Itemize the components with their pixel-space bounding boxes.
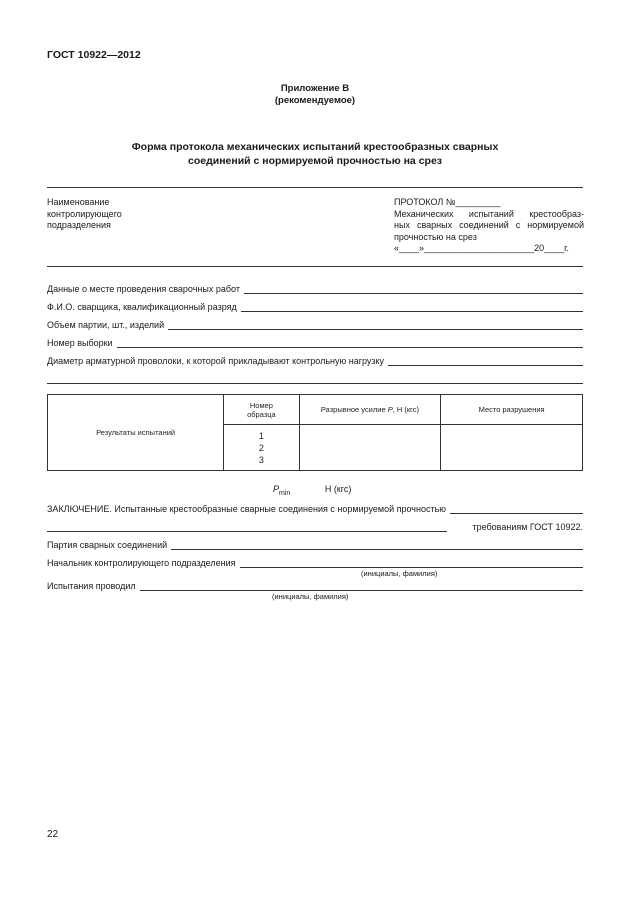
location-header: Место разрушения: [478, 405, 545, 414]
force-values-cell[interactable]: [299, 425, 441, 471]
sample-header-cell: [224, 395, 299, 425]
results-label: Результаты испытаний: [96, 428, 176, 437]
batch-input-line[interactable]: [171, 540, 583, 550]
place-label: Данные о месте проведения сварочных работ: [47, 284, 240, 294]
conclusion-requirements: требованиям ГОСТ 10922.: [472, 522, 583, 532]
location-values-cell[interactable]: [441, 425, 583, 471]
sample-no-input-line[interactable]: [117, 338, 583, 348]
pmin-line: [273, 484, 351, 497]
sample-number: 1: [258, 430, 264, 441]
welder-input-line[interactable]: [241, 302, 583, 312]
welder-label: Ф.И.О. сварщика, квалификационный разряд: [47, 302, 237, 312]
protocol-line-4: прочностью на срез: [394, 231, 477, 242]
force-header-prefix: Разрывное усилие: [320, 405, 388, 414]
org-line-1: Наименование: [47, 197, 110, 207]
sample-no-field[interactable]: [47, 336, 583, 348]
welder-field[interactable]: [47, 300, 583, 312]
conclusion-input-line[interactable]: [450, 504, 583, 514]
sample-header-line-1: Номер: [249, 400, 273, 410]
conclusion-input-line-2[interactable]: [47, 522, 447, 532]
head-label: Начальник контролирующего подразделения: [47, 558, 236, 568]
batch-volume-label: Объем партии, шт., изделий: [47, 320, 165, 330]
standard-header: ГОСТ 10922—2012: [47, 49, 141, 61]
sample-number: 2: [258, 442, 264, 453]
org-block: [47, 197, 197, 232]
wire-diameter-label: Диаметр арматурной проволоки, к которой прикладывают контрольную нагрузку: [47, 356, 385, 366]
batch-volume-field[interactable]: [47, 318, 583, 330]
pmin-unit: Н (кгс): [324, 484, 352, 494]
top-divider: [47, 187, 583, 188]
conclusion-text: ЗАКЛЮЧЕНИЕ. Испытанные крестообразные сварные соединения с нормируемой прочностью: [47, 504, 447, 514]
mid-divider: [47, 266, 583, 267]
appendix-heading: [0, 83, 630, 107]
wire-diameter-field[interactable]: [47, 354, 583, 366]
location-header-cell: [441, 395, 583, 425]
results-label-cell: [48, 395, 224, 471]
pmin-subscript: min: [279, 489, 291, 497]
protocol-number[interactable]: ПРОТОКОЛ №_________: [394, 197, 501, 207]
force-header-cell: [299, 395, 441, 425]
wire-diameter-input-line[interactable]: [388, 356, 583, 366]
head-signature-line[interactable]: [240, 558, 583, 568]
force-header-suffix: , Н (кгс): [392, 405, 419, 414]
batch-label: Партия сварных соединений: [47, 540, 168, 550]
org-line-3: подразделения: [47, 220, 111, 230]
head-caption: (инициалы, фамилия): [361, 569, 438, 578]
page-number: 22: [47, 829, 59, 840]
org-line-2: контролирующего: [47, 208, 122, 219]
appendix-note: (рекомендуемое): [274, 95, 356, 106]
results-table: [47, 394, 583, 471]
protocol-date[interactable]: «____»______________________20____г.: [394, 243, 569, 253]
protocol-line-2: Механических испытаний крестообраз-: [394, 208, 584, 219]
sample-header-line-2: образца: [247, 409, 276, 419]
tester-caption: (инициалы, фамилия): [272, 592, 349, 601]
conclusion-field[interactable]: [47, 502, 583, 514]
tester-field[interactable]: [47, 579, 583, 591]
extra-line: [47, 383, 583, 384]
pmin-symbol: P: [273, 484, 280, 494]
head-field[interactable]: [47, 556, 583, 568]
conclusion-field-2[interactable]: [47, 520, 583, 532]
appendix-title: Приложение В: [280, 83, 350, 94]
batch-field[interactable]: [47, 538, 583, 550]
form-title-line-1: Форма протокола механических испытаний крестообразных сварных: [131, 141, 499, 153]
tester-label: Испытания проводил: [47, 581, 136, 591]
place-input-line[interactable]: [244, 284, 583, 294]
protocol-line-3: ных сварных соединений с нормируемой: [394, 220, 584, 230]
tester-signature-line[interactable]: [140, 581, 583, 591]
place-field[interactable]: [47, 282, 583, 294]
sample-no-label: Номер выборки: [47, 338, 113, 348]
sample-numbers-cell: [224, 425, 299, 471]
protocol-block: [394, 197, 584, 255]
force-header-symbol: P: [387, 405, 393, 414]
batch-volume-input-line[interactable]: [168, 320, 583, 330]
form-title: [0, 140, 630, 168]
form-title-line-2: соединений с нормируемой прочностью на срез: [187, 155, 443, 167]
sample-number: 3: [258, 454, 264, 465]
